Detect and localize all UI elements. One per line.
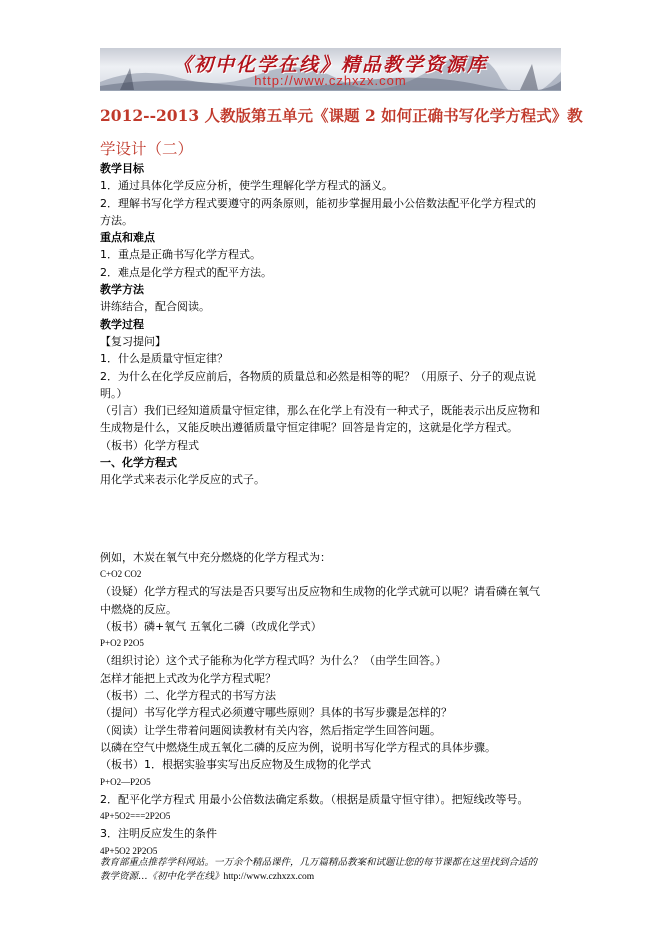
footer [100,856,570,884]
text-line: （板书）化学方程式 [100,438,199,452]
section-heading: 重点和难点 [100,231,155,245]
text-line: 用化学式来表示化学反应的式子。 [100,473,265,487]
text-line: 中燃烧的反应。 [100,602,177,616]
text-line: （板书）1．根据实验事实写出反应物及生成物的化学式 [100,758,371,772]
text-line: （引言）我们已经知道质量守恒定律，那么在化学上有没有一种式子，既能表示出反应物和 [100,404,540,418]
page-title-line1: 2012--2013 人教版第五单元《课题 2 如何正确书写化学方程式》教 [100,106,583,125]
text-line: 2．理解书写化学方程式要遵守的两条原则，能初步掌握用最小公倍数法配平化学方程式的 [100,196,536,210]
text-line: 1．重点是正确书写化学方程式。 [100,248,261,262]
text-line: （提问）书写化学方程式必须遵守哪些原则？具体的书写步骤是怎样的？ [100,706,452,720]
text-line: P+O2—P2O5 [100,776,151,787]
footer-line2: 教学资源…《初中化学在线》 [100,871,224,882]
text-line: 4P+5O2 2P2O5 [100,845,158,856]
text-line: C+O2 CO2 [100,568,142,579]
site-banner [100,48,561,91]
text-line: （设疑）化学方程式的写法是否只要写出反应物和生成物的化学式就可以呢？请看磷在氧气 [100,585,540,599]
section-heading: 教学方法 [100,283,144,297]
text-line: 方法。 [100,213,133,227]
text-line: P+O2 P2O5 [100,638,144,649]
text-line: （板书）二、化学方程式的书写方法 [100,689,276,703]
lesson-body [100,160,570,860]
text-line: 怎样才能把上式改为化学方程式呢？ [100,671,276,685]
page-title-line2: 学设计（二） [100,140,194,158]
text-line: 1．什么是质量守恒定律？ [100,352,228,366]
text-line: 2．为什么在化学反应前后，各物质的质量总和必然是相等的呢？（用原子、分子的观点说 [100,369,536,383]
footer-line1: 教育部重点推荐学科网站。一万余个精品课件，几万篇精品教案和试题让您的每节课都在这里找到合适的 [100,857,538,868]
text-line: 生成物是什么，又能反映出遵循质量守恒定律呢？回答是肯定的，这就是化学方程式。 [100,421,518,435]
text-line: 讲练结合，配合阅读。 [100,300,210,314]
text-line: 2．配平化学方程式 用最小公倍数法确定系数。（根据是质量守恒守律）。把短线改等号。 [100,792,529,806]
blank-gap [100,489,570,549]
text-line: 以磷在空气中燃烧生成五氧化二磷的反应为例，说明书写化学方程式的具体步骤。 [100,740,496,754]
text-line: （阅读）让学生带着问题阅读教材有关内容，然后指定学生回答问题。 [100,723,441,737]
section-heading: 教学过程 [100,317,144,331]
text-line: 2．难点是化学方程式的配平方法。 [100,265,272,279]
footer-url[interactable]: http://www.czhxzx.com [223,872,315,882]
text-line: 3．注明反应发生的条件 [100,827,217,841]
text-line: 明。） [100,386,128,400]
text-line: （组织讨论）这个式子能称为化学方程式吗？为什么？（由学生回答。） [100,654,447,668]
text-line: 4P+5O2===2P2O5 [100,811,171,822]
text-line: 【复习提问】 [100,334,166,348]
text-line: 例如，木炭在氧气中充分燃烧的化学方程式为： [100,550,331,564]
banner-title: 《初中化学在线》精品教学资源库 [172,54,488,76]
section-heading: 教学目标 [100,162,144,175]
banner-url[interactable]: http://www.czhxzx.com [254,73,407,88]
section-heading: 一、化学方程式 [100,456,177,470]
text-line: 1．通过具体化学反应分析，使学生理解化学方程式的涵义。 [100,179,393,193]
text-line: （板书）磷+氧气 五氧化二磷（改成化学式） [100,619,322,633]
